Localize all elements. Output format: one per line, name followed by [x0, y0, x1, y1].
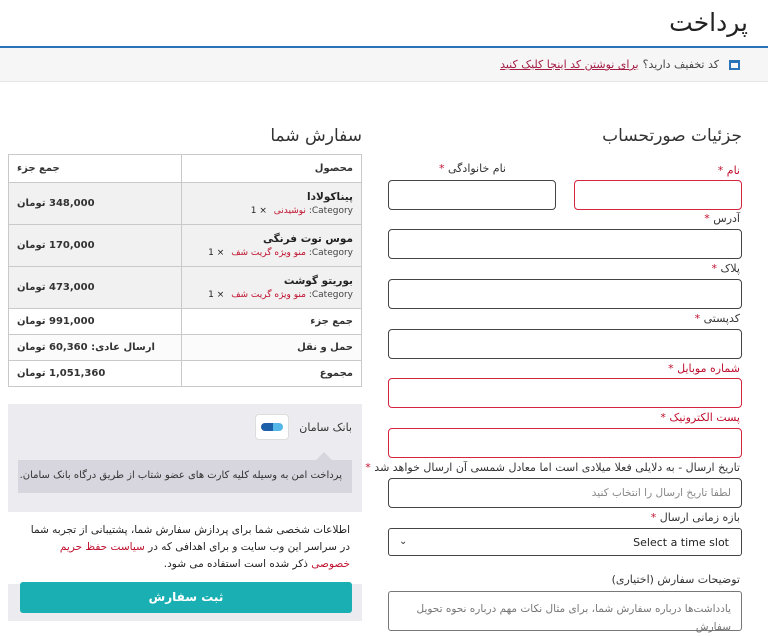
payment-method-saman[interactable]	[255, 414, 352, 440]
coupon-notice-content	[500, 58, 740, 71]
billing-title: جزئیات صورتحساب	[602, 126, 742, 146]
order-notes-textarea[interactable]: یادداشت‌ها درباره سفارش شما، برای مثال نکات مهم درباره نحوه تحویل سفارش	[388, 591, 742, 631]
table-row	[9, 183, 362, 225]
place-order-button[interactable]: ثبت سفارش	[20, 582, 352, 613]
total-value: 1,051,360 تومان	[9, 361, 182, 387]
last-name-label: نام خانوادگی *	[439, 162, 506, 175]
subtotal-label: جمع جزء	[181, 309, 361, 335]
product-meta: Category: منو ویژه گریت شف × 1	[208, 290, 353, 300]
product-name: بوریتو گوشت	[283, 275, 353, 287]
table-row	[9, 267, 362, 309]
page-title: پرداخت	[669, 8, 748, 37]
shipping-label: حمل و نقل	[181, 335, 361, 361]
first-name-label: نام *	[717, 164, 740, 177]
last-name-input[interactable]	[388, 180, 556, 210]
chevron-down-icon: ⌄	[399, 536, 408, 547]
time-slot-select[interactable]	[388, 528, 742, 556]
postcode-label: کدپستی *	[694, 312, 740, 325]
email-label: پست الکترونیک *	[660, 411, 740, 424]
plak-input[interactable]	[388, 279, 742, 309]
delivery-date-label: تاریخ ارسال - به دلایلی فعلا میلادی است اما معادل شمسی آن ارسال خواهد شد *	[365, 461, 740, 474]
saman-bank-logo-icon	[255, 414, 289, 440]
mobile-label: شماره موبایل *	[668, 362, 740, 375]
order-title: سفارش شما	[270, 126, 362, 146]
shipping-value: ارسال عادی: 60,360 تومان	[9, 335, 182, 361]
address-label: آدرس *	[704, 212, 740, 225]
first-name-input[interactable]	[574, 180, 742, 210]
product-name: پیناکولادا	[307, 191, 353, 203]
product-name: موس توت فرنگی	[262, 233, 353, 245]
product-column-header: محصول	[181, 155, 361, 183]
total-row	[9, 361, 362, 387]
privacy-policy-link[interactable]: سیاست حفظ حریم خصوصی	[59, 541, 350, 570]
plak-label: پلاک *	[711, 262, 740, 275]
delivery-date-input[interactable]: لطفا تاریخ ارسال را انتخاب کنید	[388, 478, 742, 508]
postcode-input[interactable]	[388, 329, 742, 359]
payment-box	[8, 404, 362, 621]
product-total: 348,000 تومان	[9, 183, 182, 225]
email-input[interactable]	[388, 428, 742, 458]
subtotal-column-header: جمع جزء	[9, 155, 182, 183]
subtotal-row	[9, 309, 362, 335]
subtotal-value: 991,000 تومان	[9, 309, 182, 335]
order-notes-label: توضیحات سفارش (اختیاری)	[611, 573, 740, 586]
mobile-input[interactable]	[388, 378, 742, 408]
table-header	[9, 155, 362, 183]
total-label: مجموع	[181, 361, 361, 387]
time-slot-label: بازه زمانی ارسال *	[650, 511, 740, 524]
coupon-link[interactable]: برای نوشتن کد اینجا کلیک کنید	[500, 58, 639, 71]
product-total: 473,000 تومان	[9, 267, 182, 309]
privacy-notice: اطلاعات شخصی شما برای پردازش سفارش شما، پشتیبانی از تجربه شما در سراسر این وب سایت و برای اهدافی که در سیاست حفظ حریم خصوصی ذکر شده است استفاده می شود.	[8, 512, 362, 584]
coupon-question: کد تخفیف دارید؟	[642, 58, 719, 71]
table-row	[9, 225, 362, 267]
product-meta: Category: نوشیدنی × 1	[250, 206, 353, 216]
payment-method-label: بانک سامان	[299, 420, 352, 434]
window-icon	[729, 60, 740, 70]
product-meta: Category: منو ویژه گریت شف × 1	[208, 248, 353, 258]
product-total: 170,000 تومان	[9, 225, 182, 267]
payment-description: پرداخت امن به وسیله کلیه کارت های عضو شتاب از طریق درگاه بانک سامان.	[18, 460, 352, 493]
coupon-notice	[0, 48, 768, 82]
order-review-table	[8, 154, 362, 387]
shipping-row	[9, 335, 362, 361]
time-slot-value: Select a time slot	[633, 536, 729, 549]
address-input[interactable]	[388, 229, 742, 259]
